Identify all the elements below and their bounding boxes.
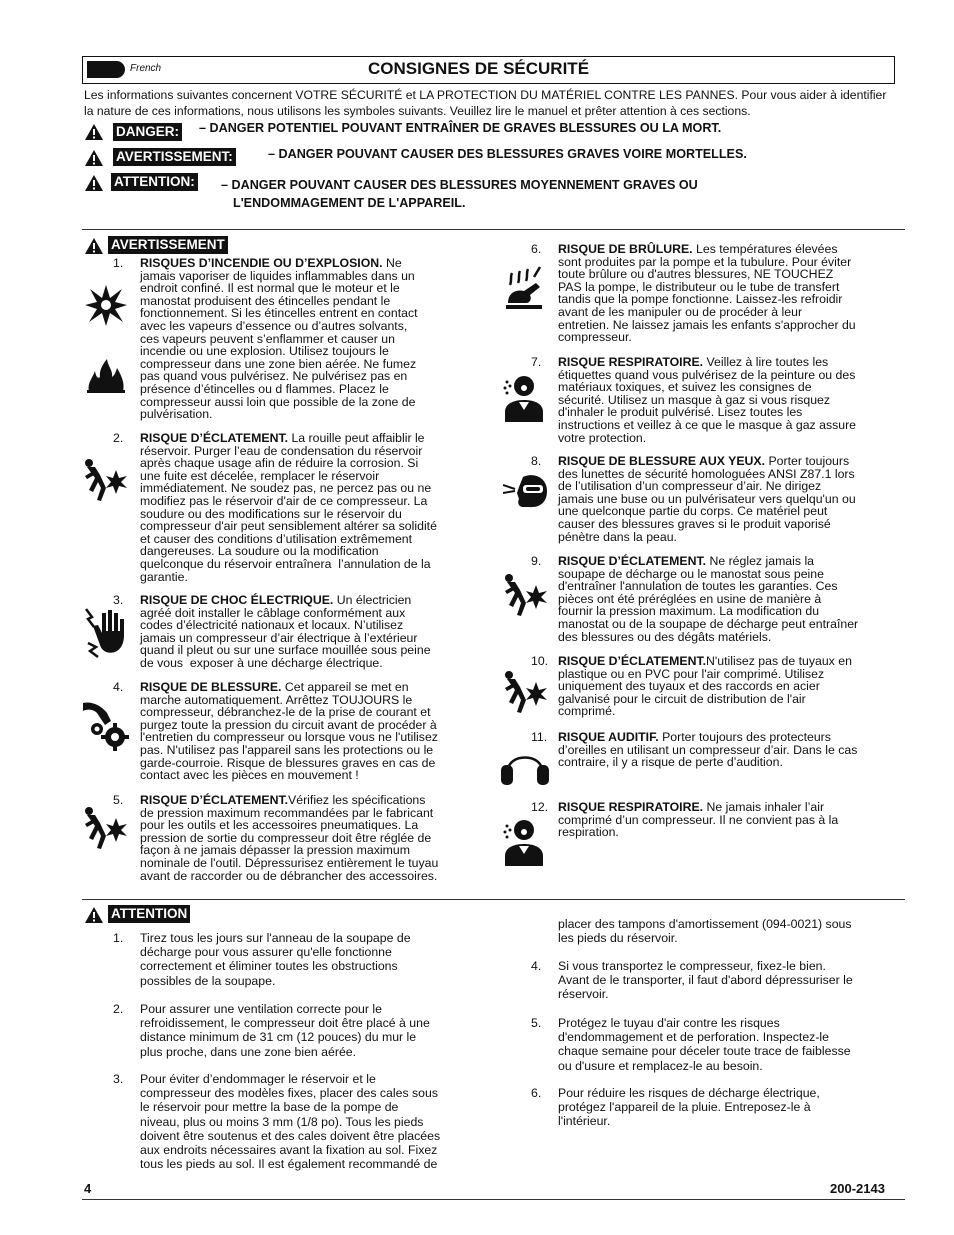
item-number: 7. bbox=[531, 355, 542, 369]
item-line: plastique ou en PVC pour l'air comprimé. Utilisez bbox=[558, 666, 825, 681]
burst-icon bbox=[81, 458, 129, 502]
item-line: pièces ont été préréglées en usine de manière à bbox=[558, 591, 822, 606]
item-line: comprimé. bbox=[558, 704, 616, 719]
warning-triangle-icon bbox=[84, 174, 104, 192]
item-line: soudure ou des modifications sur le réservoir du bbox=[140, 506, 402, 521]
item-text bbox=[558, 801, 908, 839]
item-line: Protégez le tuyau d'air contre les risques bbox=[558, 1016, 780, 1030]
item-text bbox=[140, 257, 490, 421]
item-line: pas quand vous pulvérisez. Ne pulvérisez pas en bbox=[140, 369, 408, 384]
item-text bbox=[558, 455, 908, 543]
item-line: et causer des conditions d’utilisation extrêmement bbox=[140, 531, 413, 546]
item-line: uniquement des tuyaux et des raccords en acier bbox=[558, 679, 820, 694]
danger-label: DANGER: bbox=[113, 123, 182, 141]
item-line: codes d’électricité nationaux et locaux. N’utilisez bbox=[140, 618, 404, 633]
item-line: l'intérieur. bbox=[558, 1114, 611, 1129]
avertissement-label: AVERTISSEMENT: bbox=[113, 148, 236, 166]
item-line: PAS la pompe, le distributeur ou le tube de transfert bbox=[558, 279, 840, 294]
item-title: RISQUE D’ÉCLATEMENT. bbox=[140, 431, 289, 445]
item-text bbox=[140, 681, 490, 782]
item-text bbox=[140, 931, 490, 988]
item-text bbox=[558, 731, 908, 769]
item-line: possibles de la soupape. bbox=[140, 973, 276, 988]
warning-triangle-icon bbox=[84, 237, 104, 255]
item-text bbox=[140, 1072, 490, 1171]
item-line: d'entraîner l'annulation de toutes les garanties. Ces bbox=[558, 579, 838, 594]
item-line: ces vapeurs peuvent s’enflammer et causer un bbox=[140, 331, 395, 346]
avertissement-description: – DANGER POUVANT CAUSER DES BLESSURES GRAVES VOIRE MORTELLES. bbox=[268, 147, 747, 161]
item-number: 1. bbox=[113, 931, 124, 945]
item-line: instructions et veillez à ce que le masque à gaz assure bbox=[558, 417, 857, 432]
item-line: présence d’étincelles ou d flammes. Placez le bbox=[140, 381, 389, 396]
item-line: votre protection. bbox=[558, 430, 647, 445]
item-number: 3. bbox=[113, 1072, 124, 1086]
item-number: 2. bbox=[113, 431, 124, 445]
item-line: d'inhaler le produit pulvérisé. Lisez toutes les bbox=[558, 405, 803, 420]
item-line: quand il pleut ou sur une surface mouillée sous peine bbox=[140, 643, 431, 658]
eye-protection-icon bbox=[503, 473, 549, 509]
item-line: de pression maximum recommandées par le fabricant bbox=[140, 805, 434, 820]
item-line: niveau, plus ou moins 3 mm (1/8 po). Tous les pieds bbox=[140, 1114, 424, 1129]
item-line: Si vous transportez le compresseur, fixez-le bien. bbox=[558, 959, 826, 973]
item-line: RISQUE DE CHOC ÉLECTRIQUE. Un électricien bbox=[140, 593, 412, 607]
item-number: 8. bbox=[531, 454, 542, 468]
item-line: distance minimum de 31 cm (12 pouces) du mur le bbox=[140, 1030, 417, 1045]
item-text bbox=[558, 356, 908, 444]
item-line: une fuite est décelée, remplacer le réservoir bbox=[140, 468, 380, 483]
item-text bbox=[558, 917, 908, 945]
item-number: 3. bbox=[113, 593, 124, 607]
burst-icon bbox=[501, 573, 549, 617]
item-line: RISQUE DE BRÛLURE. Les températures élevées bbox=[558, 242, 838, 256]
item-line: incendie ou une explosion. Utilisez toujours le bbox=[140, 344, 389, 359]
item-line: sont produites par la pompe et la tubulure. Pour éviter bbox=[558, 254, 852, 269]
footer-divider bbox=[82, 1199, 905, 1200]
item-line: RISQUE D’ÉCLATEMENT. Ne réglez jamais la bbox=[558, 554, 815, 568]
item-line: fournir la pression maximum. La modification du bbox=[558, 604, 820, 619]
item-line: correctement et éliminer toutes les obstructions bbox=[140, 959, 398, 974]
item-line: compresseur des modèles fixes, placer des cales sous bbox=[140, 1086, 438, 1101]
item-line: fonctionnement. Si les étincelles entrent en contact bbox=[140, 306, 418, 321]
item-number: 4. bbox=[113, 680, 124, 694]
item-number: 5. bbox=[531, 1016, 542, 1030]
item-line: compresseur d'air peut sensiblement altérer sa solidité bbox=[140, 519, 437, 534]
item-line: modifiez pas le réservoir d'air de ce compresseur. La bbox=[140, 493, 428, 508]
item-line: respiration. bbox=[558, 825, 619, 840]
electric-shock-icon bbox=[84, 607, 128, 659]
item-line: l'entretien du compresseur ou lorsque vous ne l'utilisez bbox=[140, 730, 438, 745]
item-line: RISQUE AUDITIF. Porter toujours des protecteurs bbox=[558, 730, 831, 744]
item-line: compresseur, débranchez-le de la prise de courant et bbox=[140, 705, 431, 720]
respirator-icon bbox=[501, 374, 547, 422]
item-line: contact avec les pièces en mouvement ! bbox=[140, 768, 359, 783]
item-line: placer des tampons d'amortissement (094-0021) sous bbox=[558, 917, 852, 931]
intro-text: Les informations suivantes concernent VOTRE SÉCURITÉ et LA PROTECTION DU MATÉRIEL CONTRE LES PANNES. Pour vous aider à identifier la nature de ces informations, nous utilisons les symboles suivants. Veuillez lire le manuel et prêter attention à ces sections. bbox=[84, 88, 887, 118]
explosion-icon bbox=[84, 283, 128, 327]
item-line: des lunettes de sécurité homologuées ANSI Z87.1 lors bbox=[558, 466, 855, 481]
item-line: d'endommagement et de perforation. Inspectez-le bbox=[558, 1030, 829, 1045]
item-line: Pour éviter d’endommager le réservoir et le bbox=[140, 1072, 376, 1086]
item-line: réservoir. bbox=[558, 987, 609, 1002]
item-line: pour les outils et les accessoires pneumatiques. La bbox=[140, 818, 419, 833]
item-title: RISQUE D’ÉCLATEMENT. bbox=[140, 793, 289, 807]
attention-description-line1: – DANGER POUVANT CAUSER DES BLESSURES MOYENNEMENT GRAVES OU bbox=[221, 178, 698, 192]
attention-label: ATTENTION: bbox=[111, 173, 198, 191]
item-line: entretien. Ne laissez jamais les enfants s'approcher du bbox=[558, 317, 856, 332]
item-line: Avant de le transporter, il faut d'abord dépressuriser le bbox=[558, 973, 853, 988]
item-line: de vous exposer à une décharge électrique. bbox=[140, 655, 383, 670]
item-line: Pour assurer une ventilation correcte pour le bbox=[140, 1002, 382, 1016]
item-line: RISQUE RESPIRATOIRE. Veillez à lire toutes les bbox=[558, 355, 829, 369]
item-line: chaque semaine pour déceler toute trace de faiblesse bbox=[558, 1044, 851, 1059]
header-bar bbox=[82, 56, 895, 84]
item-title: RISQUE RESPIRATOIRE. bbox=[558, 355, 704, 369]
ear-protection-icon bbox=[500, 745, 550, 789]
item-title: RISQUES D’INCENDIE OU D’EXPLOSION. bbox=[140, 256, 383, 270]
item-line: de l’utilisation d’un compresseur d’air. Ne dirigez bbox=[558, 479, 822, 494]
item-line: pénètre dans la peau. bbox=[558, 529, 677, 544]
burst-icon bbox=[501, 670, 549, 714]
item-line: compresseur. bbox=[558, 330, 632, 345]
item-text bbox=[140, 1002, 490, 1059]
item-number: 10. bbox=[531, 654, 549, 668]
item-line: comprimé d’un compresseur. Il ne convient pas à la bbox=[558, 812, 839, 827]
attention-description-line2: L'ENDOMMAGEMENT DE L'APPAREIL. bbox=[233, 196, 466, 210]
item-line: sécurité. Utilisez un masque à gaz si vous risquez bbox=[558, 392, 831, 407]
divider bbox=[82, 229, 905, 230]
item-line: dangereuses. La soudure ou la modification bbox=[140, 544, 379, 559]
item-line: façon à ne jamais dépasser la pression maximum bbox=[140, 843, 410, 858]
item-line: pas. N'utilisez pas l'appareil sans les protections ou le bbox=[140, 742, 434, 757]
item-line: manostat ou de la soupape de décharge peut entraîner bbox=[558, 616, 859, 631]
warning-section-label: AVERTISSEMENT bbox=[108, 236, 228, 254]
item-line: jamais un compresseur d’air électrique à l’extérieur bbox=[140, 630, 418, 645]
item-line: les pieds du réservoir. bbox=[558, 931, 678, 946]
item-line: RISQUES D’INCENDIE OU D’EXPLOSION. Ne bbox=[140, 256, 402, 270]
language-tab-icon bbox=[87, 61, 125, 78]
divider bbox=[82, 899, 905, 900]
item-line: jamais vaporiser de liquides inflammables dans un bbox=[140, 268, 415, 283]
item-line: avec les vapeurs d’essence ou d’autres solvants, bbox=[140, 318, 408, 333]
item-line: RISQUE RESPIRATOIRE. Ne jamais inhaler l’air bbox=[558, 800, 825, 814]
item-line: refroidissement, le compresseur doit être placé à une bbox=[140, 1016, 430, 1031]
item-line: réservoir. Purger l’eau de condensation du réservoir bbox=[140, 443, 423, 458]
item-text bbox=[558, 243, 908, 344]
item-line: jamais une buse ou un pulvérisateur vers quelqu'un ou bbox=[558, 491, 856, 506]
item-line: décharge pour vous assurer qu'elle fonctionne bbox=[140, 945, 392, 960]
item-text bbox=[140, 794, 490, 882]
item-text bbox=[558, 1016, 908, 1073]
item-line: après chaque usage afin de réduire la corrosion. Si bbox=[140, 456, 419, 471]
item-text bbox=[558, 555, 908, 643]
item-line: RISQUE DE BLESSURE AUX YEUX. Porter toujours bbox=[558, 454, 850, 468]
item-line: quelconque du réservoir entraînera l’annulation de la bbox=[140, 556, 431, 571]
item-number: 2. bbox=[113, 1002, 124, 1016]
document-number: 200-2143 bbox=[830, 1181, 885, 1196]
page-title: CONSIGNES DE SÉCURITÉ bbox=[368, 59, 590, 78]
attention-section-label: ATTENTION bbox=[108, 905, 190, 923]
item-number: 11. bbox=[531, 730, 548, 744]
item-line: galvanisé pour le circuit de distribution de l'air bbox=[558, 691, 806, 706]
item-number: 6. bbox=[531, 242, 542, 256]
item-line: avant de raccorder ou de débrancher des accessoires. bbox=[140, 868, 438, 883]
item-number: 9. bbox=[531, 554, 542, 568]
item-number: 12. bbox=[531, 800, 549, 814]
item-title: RISQUE D’ÉCLATEMENT. bbox=[558, 554, 707, 568]
warning-triangle-icon bbox=[84, 149, 104, 167]
item-title: RISQUE DE BLESSURE. bbox=[140, 680, 282, 694]
item-line: RISQUE D’ÉCLATEMENT. La rouille peut affaiblir le bbox=[140, 431, 425, 445]
item-title: RISQUE DE BRÛLURE. bbox=[558, 242, 693, 256]
item-line: compresseur aussi loin que possible de la zone de bbox=[140, 394, 416, 409]
moving-parts-icon bbox=[81, 699, 129, 751]
burn-icon bbox=[502, 263, 546, 309]
item-text bbox=[140, 432, 490, 583]
danger-description: – DANGER POTENTIEL POUVANT ENTRAÎNER DE GRAVES BLESSURES OU LA MORT. bbox=[199, 121, 722, 135]
respirator-icon bbox=[501, 818, 547, 866]
item-title: RISQUE DE BLESSURE AUX YEUX. bbox=[558, 454, 766, 468]
item-line: nominale de l'outil. Dépressurisez entièrement le tuyau bbox=[140, 855, 439, 870]
item-line: des blessures ou des dégâts matériels. bbox=[558, 629, 772, 644]
item-line: agréé doit installer le câblage conformément aux bbox=[140, 605, 406, 620]
item-line: garde-courroie. Risque de blessures graves en cas de bbox=[140, 755, 436, 770]
warning-triangle-icon bbox=[84, 906, 104, 924]
item-line: pression de sortie du compresseur doit être réglée de bbox=[140, 830, 432, 845]
item-line: RISQUE D’ÉCLATEMENT.N'utilisez pas de tuyaux en bbox=[558, 654, 852, 668]
item-line: toute brûlure ou d'autres blessures, NE TOUCHEZ bbox=[558, 267, 834, 282]
item-title: RISQUE AUDITIF. bbox=[558, 730, 659, 744]
item-line: protégez l'appareil de la pluie. Entreposez-le à bbox=[558, 1100, 811, 1115]
item-number: 6. bbox=[531, 1086, 542, 1100]
item-line: causer des blessures graves si le produit vaporisé bbox=[558, 516, 831, 531]
item-line: tandis que la pompe fonctionne. Laissez-les refroidir bbox=[558, 292, 843, 307]
burst-icon bbox=[81, 806, 129, 850]
item-text bbox=[140, 594, 490, 670]
item-text bbox=[558, 959, 908, 1002]
fire-icon bbox=[86, 357, 126, 393]
warning-triangle-icon bbox=[84, 123, 104, 141]
item-line: une quelconque partie du corps. Ce matériel peut bbox=[558, 504, 828, 519]
item-line: tous les pieds au sol. Il est également recommandé de bbox=[140, 1157, 438, 1172]
item-text bbox=[558, 1086, 908, 1129]
item-line: Pour réduire les risques de décharge électrique, bbox=[558, 1086, 820, 1100]
item-line: matériaux toxiques, et suivez les consignes de bbox=[558, 380, 812, 395]
item-line: pulvérisation. bbox=[140, 407, 213, 422]
item-title: RISQUE D’ÉCLATEMENT. bbox=[558, 654, 707, 668]
page-number: 4 bbox=[84, 1181, 92, 1196]
item-line: ou d'usure et remplacez-le au besoin. bbox=[558, 1058, 763, 1073]
item-line: aux endroits nécessaires avant la fixation au sol. Fixez bbox=[140, 1143, 438, 1158]
item-number: 4. bbox=[531, 959, 542, 973]
item-line: manostat produisent des étincelles pendant le bbox=[140, 293, 391, 308]
item-line: d’oreilles en utilisant un compresseur d’air. Dans le cas bbox=[558, 742, 858, 757]
item-line: RISQUE D’ÉCLATEMENT.Vérifiez les spécifications bbox=[140, 793, 426, 807]
item-text bbox=[558, 655, 908, 718]
item-line: marche automatiquement. Arrêttez TOUJOURS le bbox=[140, 692, 413, 707]
item-line: soupape de décharge ou le manostat sous peine bbox=[558, 566, 824, 581]
item-line: plus proche, dans une zone bien aérée. bbox=[140, 1044, 357, 1059]
item-title: RISQUE RESPIRATOIRE. bbox=[558, 800, 704, 814]
item-line: endroit confiné. Il est normal que le moteur et le bbox=[140, 281, 400, 296]
item-number: 1. bbox=[113, 256, 124, 270]
item-line: immédiatement. Ne soudez pas, ne percez pas ou ne bbox=[140, 481, 432, 496]
language-label: French bbox=[130, 63, 162, 74]
item-line: purgez toute la pression du circuit avant de procéder à bbox=[140, 717, 437, 732]
item-number: 5. bbox=[113, 793, 124, 807]
item-line: RISQUE DE BLESSURE. Cet appareil se met en bbox=[140, 680, 409, 694]
item-line: compresseur dans une zone bien aérée. Ne fumez bbox=[140, 356, 417, 371]
item-line: étiquettes quand vous pulvérisez de la peinture ou des bbox=[558, 367, 856, 382]
item-line: doivent être soutenus et des cales doivent être placées bbox=[140, 1128, 441, 1143]
item-line: Tirez tous les jours sur l'anneau de la soupape de bbox=[140, 931, 411, 945]
item-line: garantie. bbox=[140, 569, 188, 584]
item-line: contraire, il y a risque de perte d’audition. bbox=[558, 755, 783, 770]
item-line: le réservoir pour mettre la base de la pompe de bbox=[140, 1100, 399, 1115]
item-line: avant de les manipuler ou de procéder à leur bbox=[558, 304, 803, 319]
item-title: RISQUE DE CHOC ÉLECTRIQUE. bbox=[140, 593, 334, 607]
